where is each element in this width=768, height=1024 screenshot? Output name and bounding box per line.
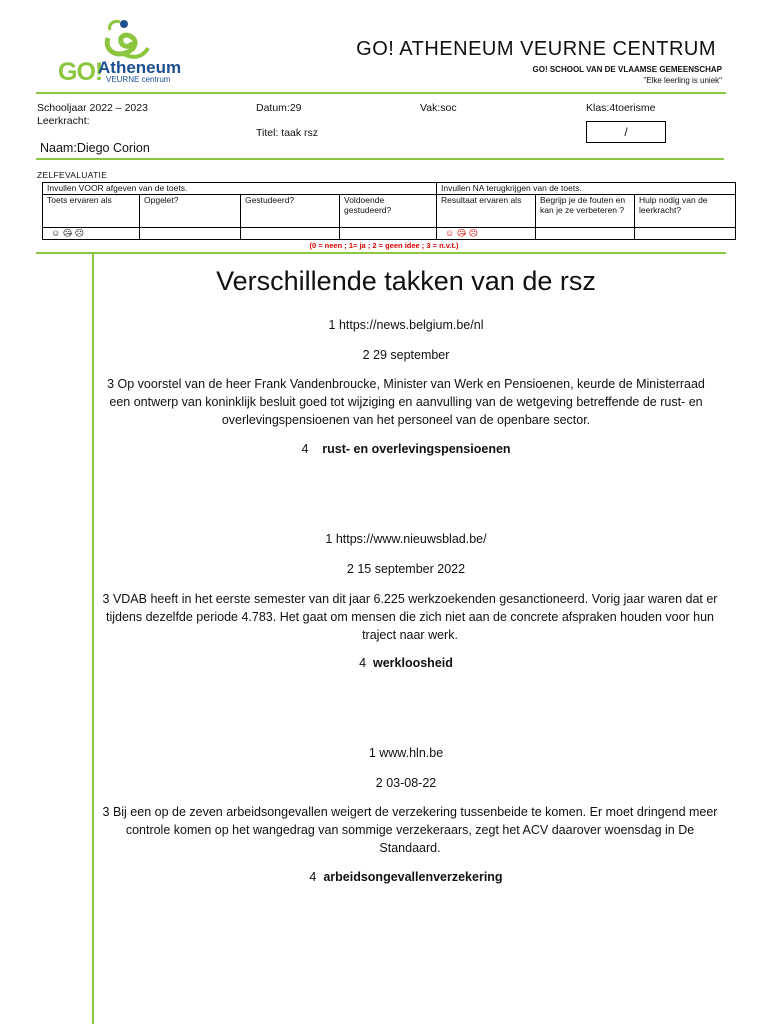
datum: Datum:29 xyxy=(256,102,302,114)
gestudeerd-cell[interactable] xyxy=(241,228,340,240)
schooljaar: Schooljaar 2022 – 2023 xyxy=(37,102,148,114)
school-subtitle: GO! SCHOOL VAN DE VLAAMSE GEMEENSCHAP xyxy=(532,65,722,74)
voldoende-cell[interactable] xyxy=(340,228,437,240)
s1-topic xyxy=(96,440,716,458)
klas-box: / xyxy=(586,121,666,143)
s3-topic-text: arbeidsongevallenverzekering xyxy=(323,870,503,884)
s3-topic-number: 4 xyxy=(309,870,317,884)
col-voldoende: Voldoende gestudeerd? xyxy=(340,195,437,228)
s1-summary: 3 Op voorstel van de heer Frank Vandenbroucke, Minister van Werk en Pensioenen, keurde de Ministerraad een ontwerp van koninklijk besluit goed tot wijziging en aanvulling van de wetgeving betreffende de rust- en overlevingspensioenen van het personeel van de openbare sector. xyxy=(107,377,705,427)
s2-date: 2 15 september 2022 xyxy=(346,562,466,576)
logo-go: GO! xyxy=(58,58,103,86)
zelfevaluatie-heading: ZELFEVALUATIE xyxy=(37,170,108,180)
margin-line xyxy=(92,253,94,1024)
logo-name: Atheneum xyxy=(98,58,182,77)
col-opgelet: Opgelet? xyxy=(140,195,241,228)
leerkracht: Leerkracht: xyxy=(37,115,90,127)
begrijp-cell[interactable] xyxy=(536,228,635,240)
meta-divider xyxy=(36,158,724,160)
naam: Naam:Diego Corion xyxy=(40,141,150,155)
s2-topic-text: werkloosheid xyxy=(373,656,453,670)
col-toets: Toets ervaren als xyxy=(43,195,140,228)
na-header: Invullen NA terugkrijgen van de toets. xyxy=(437,183,736,195)
page-title: Verschillende takken van de rsz xyxy=(216,266,596,296)
opgelet-cell[interactable] xyxy=(140,228,241,240)
col-begrijp: Begrijp je de fouten en kan je ze verbeteren ? xyxy=(536,195,635,228)
school-motto: "Elke leerling is uniek" xyxy=(643,76,722,85)
smileys-left[interactable]: ☺ ☹̶ ☹ xyxy=(43,228,140,240)
voor-header: Invullen VOOR afgeven van de toets. xyxy=(43,183,437,195)
klas: Klas:4toerisme xyxy=(586,102,656,114)
s3-date: 2 03-08-22 xyxy=(375,776,437,790)
s1-topic-text: rust- en overlevingspensioenen xyxy=(322,442,511,456)
school-title: GO! ATHENEUM VEURNE CENTRUM xyxy=(356,38,716,60)
col-gestudeerd: Gestudeerd? xyxy=(241,195,340,228)
s1-topic-number: 4 xyxy=(301,442,309,456)
s1-date: 2 29 september xyxy=(362,348,450,362)
col-hulp: Hulp nodig van de leerkracht? xyxy=(635,195,736,228)
s1-source: 1 https://news.belgium.be/nl xyxy=(328,318,484,332)
hulp-cell[interactable] xyxy=(635,228,736,240)
s2-topic xyxy=(96,654,716,672)
col-resultaat: Resultaat ervaren als xyxy=(437,195,536,228)
eval-legend: (0 = neen ; 1= ja ; 2 = geen idee ; 3 = n.v.t.) xyxy=(309,241,459,250)
eval-divider xyxy=(36,252,726,254)
titel: Titel: taak rsz xyxy=(256,127,319,139)
s3-summary: 3 Bij een op de zeven arbeidsongevallen weigert de verzekering tussenbeide te komen. Er moet dringend meer controle komen op het wangedrag van sommige verzekeraars, zegt het ACV daarover woensdag in De Standaard. xyxy=(102,805,718,855)
s3-topic xyxy=(96,868,716,886)
s2-summary: 3 VDAB heeft in het eerste semester van dit jaar 6.225 werkzoekenden gesanctioneerd. Vorig jaar waren dat er tijdens dezelfde periode 4.783. Het gaat om mensen die zich niet aan de concrete afspraken houden voor hun traject naar werk. xyxy=(102,592,718,642)
vak: Vak:soc xyxy=(420,102,457,114)
header-divider xyxy=(36,92,726,94)
zelfevaluatie-table xyxy=(42,182,736,240)
s3-source: 1 www.hln.be xyxy=(368,746,444,760)
logo-subtitle: VEURNE centrum xyxy=(106,75,171,84)
s2-topic-number: 4 xyxy=(359,656,367,670)
s2-source: 1 https://www.nieuwsblad.be/ xyxy=(325,532,487,546)
smileys-right[interactable]: ☺ ☹̶ ☹ xyxy=(437,228,536,240)
